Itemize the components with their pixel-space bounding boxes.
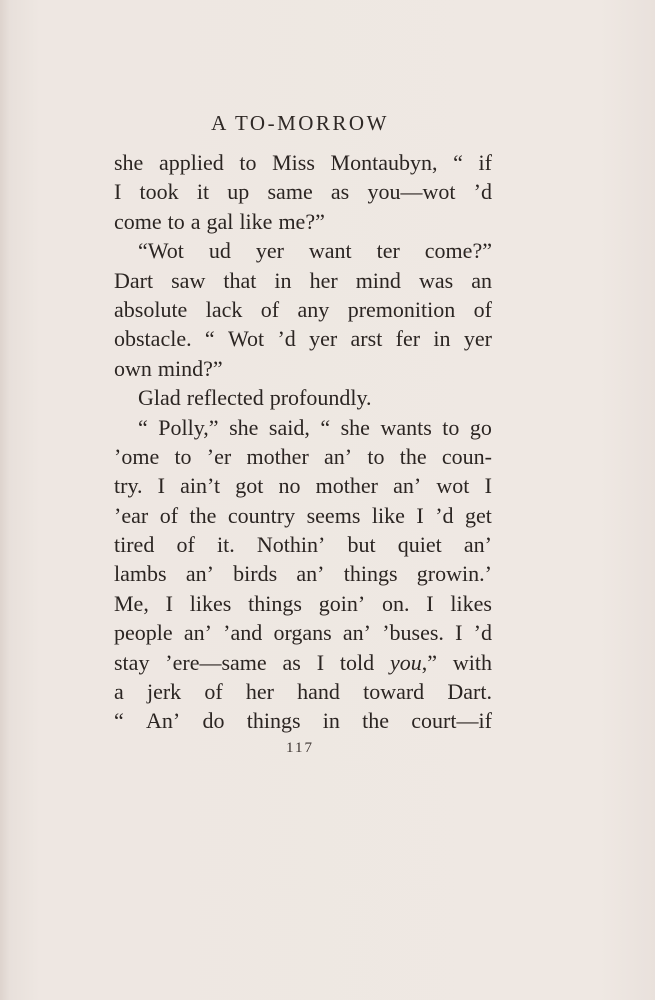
text-line: people an’ ’and organs an’ ’buses. I ’d (114, 620, 492, 646)
text-line: come to a gal like me?” (114, 208, 325, 234)
text-line: obstacle. “ Wot ’d yer arst fer in yer (114, 326, 492, 352)
running-head: A TO-MORROW (211, 111, 389, 135)
text-line: “ Polly,” she said, “ she wants to go (138, 414, 492, 440)
text-line: ’ear of the country seems like I ’d get (114, 502, 492, 528)
text-line: she applied to Miss Montaubyn, “ if (114, 150, 492, 175)
text-line: lambs an’ birds an’ things growin.’ (114, 561, 492, 587)
text-line: absolute lack of any premonition of (114, 296, 492, 322)
text-line: I took it up same as you—wot ’d (114, 179, 492, 205)
text-line: Me, I likes things goin’ on. I likes (114, 590, 492, 616)
page-number: 117 (286, 740, 314, 756)
text-line: ’ome to ’er mother an’ to the coun- (114, 443, 492, 469)
text-line: “Wot ud yer want ter come?” (138, 238, 492, 264)
text-line: try. I ain’t got no mother an’ wot I (114, 473, 492, 499)
text-line: “ An’ do things in the court—if (114, 708, 492, 734)
text-line: Dart saw that in her mind was an (114, 267, 492, 293)
text-line: Glad reflected profoundly. (138, 385, 372, 411)
text-line: own mind?” (114, 355, 223, 381)
body-text (114, 148, 492, 736)
text-line: tired of it. Nothin’ but quiet an’ (114, 532, 492, 558)
text-line: stay ’ere—same as I told you,” with (114, 649, 492, 675)
text-line: a jerk of her hand toward Dart. (114, 679, 492, 705)
